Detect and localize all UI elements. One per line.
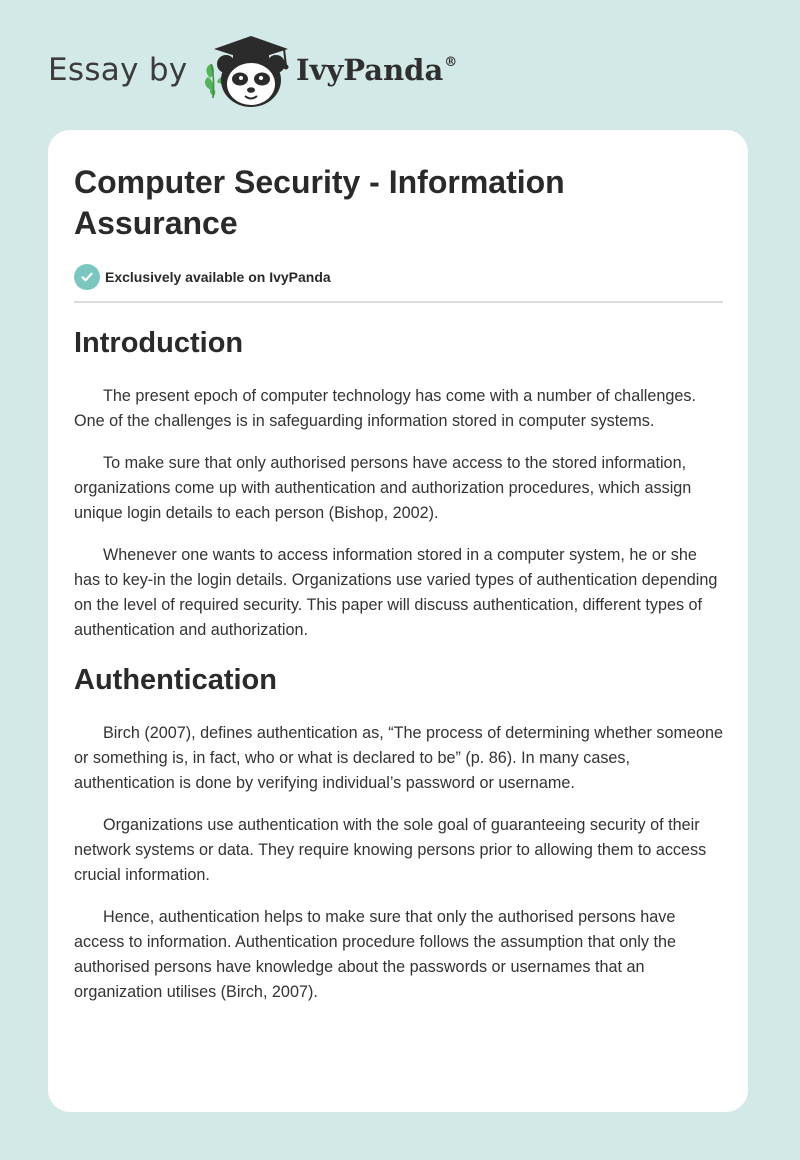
paragraph: Organizations use authentication with the sole goal of guaranteeing security of their network systems or data. They require knowing persons prior to allowing them to access crucial information.	[74, 816, 707, 884]
section-introduction	[74, 325, 723, 643]
essay-card	[48, 130, 748, 1112]
paragraph: Hence, authentication helps to make sure that only the authorised persons have access to information. Authentication procedure follows the assumption that only the authorised persons have knowledge about the passwords or usernames that an organization utilises (Birch, 2007).	[74, 908, 676, 1001]
section-authentication	[74, 662, 723, 1005]
brand-name-text: IvyPanda	[296, 53, 444, 87]
page-title: Computer Security - Information Assurance	[74, 164, 565, 241]
brand-prefix: Essay by	[48, 52, 188, 88]
check-circle-icon	[74, 264, 100, 290]
paragraph: To make sure that only authorised persons have access to the stored information, organizations come up with authentication and authorization procedures, which assign unique login details to each person (Bishop, 2002).	[74, 454, 692, 522]
paragraph: Whenever one wants to access information stored in a computer system, he or she has to key-in the login details. Organizations use varied types of authentication depending on the level of required security. This paper will discuss authentication, different types of authentication and authorization.	[74, 546, 718, 639]
exclusive-badge	[74, 264, 723, 290]
site-header	[48, 34, 508, 110]
section-heading: Authentication	[74, 664, 277, 696]
brand-name[interactable]	[296, 53, 457, 87]
panda-graduate-icon[interactable]	[200, 34, 294, 110]
registered-mark: ®	[444, 55, 458, 70]
section-heading: Introduction	[74, 327, 244, 359]
title-divider	[74, 301, 723, 303]
essay-content	[74, 162, 723, 1005]
paragraph: The present epoch of computer technology has come with a number of challenges. One of the challenges is in safeguarding information stored in computer systems.	[74, 387, 696, 430]
badge-text: Exclusively available on IvyPanda	[105, 269, 331, 285]
paragraph: Birch (2007), defines authentication as, “The process of determining whether someone or something is, in fact, who or what is declared to be” (p. 86). In many cases, authentication is done by verifying individual’s password or username.	[74, 724, 723, 792]
